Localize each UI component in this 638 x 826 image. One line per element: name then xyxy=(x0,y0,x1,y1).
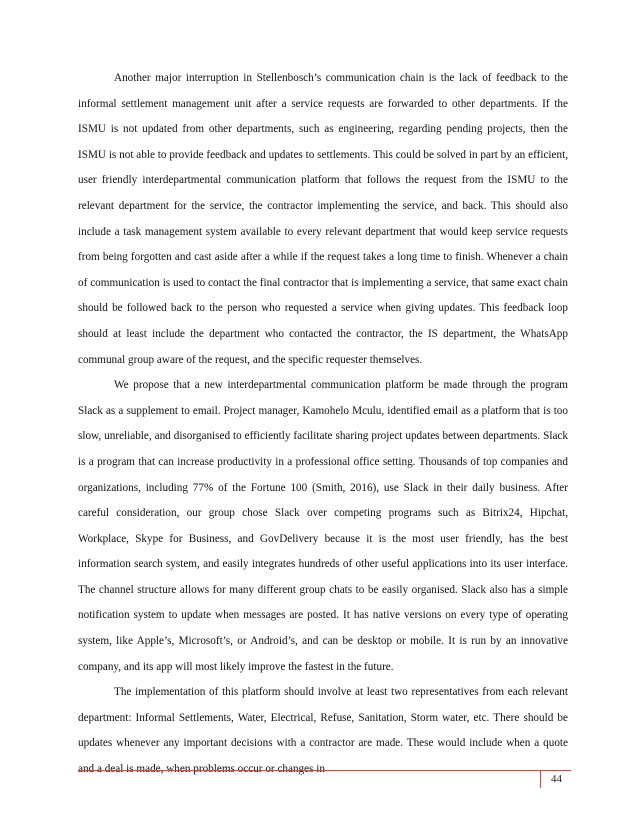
paragraph-interruption: Another major interruption in Stellenbosch’s communication chain is the lack of feedback to the informal settlement management unit after a service requests are forwarded to other departments. If the ISMU is not updated from other departments, such as engineering, regarding pending projects, then the ISMU is not able to provide feedback and updates to settlements. This could be solved in part by an efficient, user friendly interdepartmental communication platform that follows the request from the ISMU to the relevant department for the service, the contractor implementing the service, and back. This should also include a task management system available to every relevant department that would keep service requests from being forgotten and cast aside after a while if the request takes a long time to finish. Whenever a chain of communication is used to contact the final contractor that is implementing a service, that same exact chain should be followed back to the person who requested a service when giving updates. This feedback loop should at least include the department who contacted the contractor, the IS department, the WhatsApp communal group aware of the request, and the specific requester themselves. xyxy=(78,72,568,366)
page-number: 44 xyxy=(540,770,572,788)
paragraph-slack-proposal: We propose that a new interdepartmental communication platform be made through the program Slack as a supplement to email. Project manager, Kamohelo Mculu, identified email as a platform that is too slow, unreliable, and disorganised to efficiently facilitate sharing project updates between departments. Slack is a program that can increase productivity in a professional office setting. Thousands of top companies and organizations, including 77% of the Fortune 100 (Smith, 2016), use Slack in their daily business. After careful consideration, our group chose Slack over competing programs such as Bitrix24, Hipchat, Workplace, Skype for Business, and GovDelivery because it is the most user friendly, has the best information search system, and easily integrates hundreds of other useful applications into its user interface. The channel structure allows for many different group chats to be easily organised. Slack also has a simple notification system to update when messages are posted. It has native versions on every type of operating system, like Apple’s, Microsoft’s, or Android’s, and can be desktop or mobile. It is run by an innovative company, and its app will most likely improve the fastest in the future. xyxy=(78,379,568,673)
paragraph-implementation: The implementation of this platform should involve at least two representatives from each relevant department: Informal Settlements, Water, Electrical, Refuse, Sanitation, Storm water, etc. There should be updates whenever any important decisions with a contractor are made. These would include when a quote and a deal is made, when problems occur or changes in xyxy=(78,686,568,776)
body-text xyxy=(78,66,568,783)
footer-rule xyxy=(78,770,571,771)
